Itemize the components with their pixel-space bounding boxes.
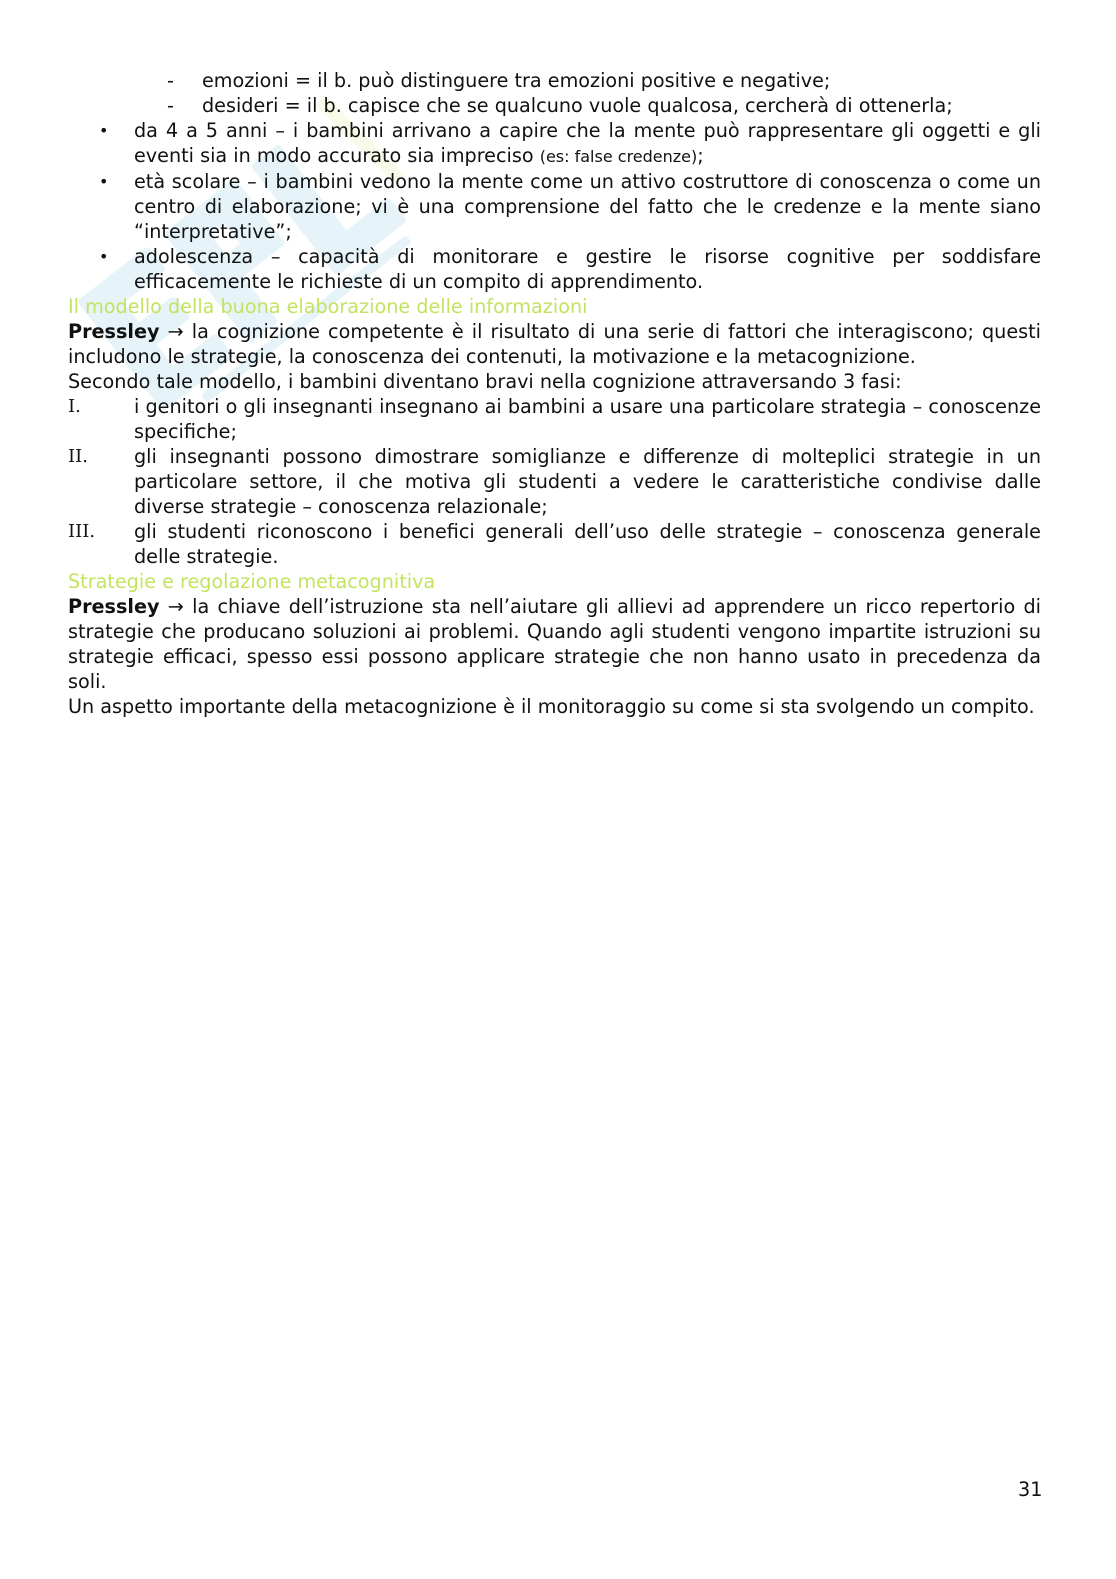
roman-marker: I. [68,396,81,417]
author-name: Pressley [68,595,160,618]
paragraph [68,594,1041,694]
list-item [68,394,1041,444]
bullet-marker: • [99,121,109,140]
arrow-icon: → [167,595,184,618]
list-item [68,444,1041,519]
paragraph-text: la cognizione competente è il risultato di una serie di fattori che interagiscono; questi includono le strategie, la conoscenza dei contenuti, la motivazione e la metacognizione. [68,320,1041,368]
paragraph [68,319,1041,369]
list-item-text: età scolare – i bambini vedono la mente come un attivo costruttore di conoscenza o come un centro di elaborazione; vi è una comprensione del fatto che le credenze e la mente siano “interpretative”; [134,170,1041,243]
author-name: Pressley [68,320,160,343]
list-item-text: adolescenza – capacità di monitorare e gestire le risorse cognitive per soddisfare efficacemente le richieste di un compito di apprendimento. [134,245,1041,293]
arrow-icon: → [167,320,184,343]
paragraph: Secondo tale modello, i bambini diventano bravi nella cognizione attraversando 3 fasi: [68,370,902,393]
list-item [68,519,1041,569]
list-item [68,68,1041,93]
section-heading: Il modello della buona elaborazione delle informazioni [68,295,588,318]
dash-marker: - [167,94,174,117]
paragraph-text: la chiave dell’istruzione sta nell’aiutare gli allievi ad apprendere un ricco repertorio di strategie che producano soluzioni ai problemi. Quando agli studenti vengono impartite istruzioni su strategie efficaci, spesso essi possono applicare strategie che non hanno usato in precedenza da soli. [68,595,1041,693]
roman-marker: II. [68,446,88,467]
dash-marker: - [167,69,174,92]
paragraph: Un aspetto importante della metacognizione è il monitoraggio su come si sta svolgendo un compito. [68,695,1035,718]
bullet-marker: • [99,172,109,191]
list-item-text: desideri = il b. capisce che se qualcuno vuole qualcosa, cercherà di ottenerla; [202,94,953,117]
list-item [68,169,1041,244]
page-number: 31 [1018,1478,1043,1501]
section-heading: Strategie e regolazione metacognitiva [68,570,436,593]
bullet-marker: • [99,247,109,266]
roman-marker: III. [68,521,96,542]
list-item-text: emozioni = il b. può distinguere tra emozioni positive e negative; [202,69,831,92]
list-item [68,244,1041,294]
list-item [68,93,1041,118]
list-item-text: gli insegnanti possono dimostrare somiglianze e differenze di molteplici strategie in un particolare settore, il che motiva gli studenti a vedere le caratteristiche condivise dalle diverse strategie – conoscenza relazionale; [134,445,1041,518]
list-item-text: gli studenti riconoscono i benefici generali dell’uso delle strategie – conoscenza generale delle strategie. [134,520,1041,568]
list-item-note: (es: false credenze) [539,147,698,166]
list-item-text: da 4 a 5 anni – i bambini arrivano a capire che la mente può rappresentare gli oggetti e gli eventi sia in modo accurato sia impreciso [134,119,1041,167]
document-body [68,68,1041,719]
list-item-tail: ; [697,144,704,167]
list-item [68,118,1041,169]
list-item-text: i genitori o gli insegnanti insegnano ai bambini a usare una particolare strategia – conoscenze specifiche; [134,395,1041,443]
